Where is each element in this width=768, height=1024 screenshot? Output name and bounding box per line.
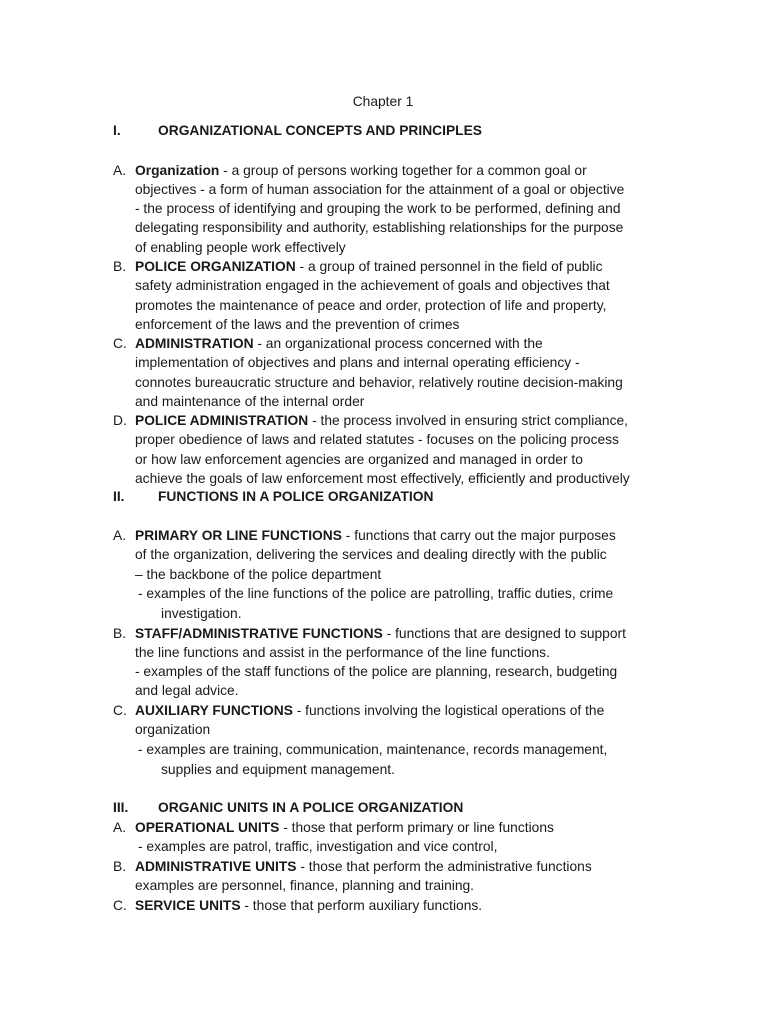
- term: Organization: [135, 163, 220, 178]
- chapter-heading: Chapter 1: [352, 94, 414, 109]
- term: AUXILIARY FUNCTIONS: [135, 703, 293, 718]
- document-page: Chapter 1 I. ORGANIZATIONAL CONCEPTS AND PRINCIPLES A. Organization - a group of persons working together for a common goal or objectives - a form of human association for the attainment of a goal or objective - the process of identifying and grouping the work to be performed, defining and delegating responsibility and authority, establishing relationships for the purpose of enabling people work effectively B. POLICE ORGANIZATION - a group of trained personnel in the field of public safety administration engaged in the achievement of goals and objectives that promotes the maintenance of peace and order, protection of life and property, enforcement of the laws and the prevention of crimes C. ADMINISTRATION - an organizational process concerned with the implementation of objectives and plans and internal operating efficiency - connotes bureaucratic structure and behavior, relatively routine decision-making and maintenance of the internal order D. POLICE ADMINISTRATION - the process involved in ensuring strict compliance, proper obedience of laws and related statutes - focuses on the policing process or how law enforcement agencies are organized and managed in order to achieve the goals of law enforcement most effectively, efficiently and productively II. FUNCTIONS IN A POLICE ORGANIZATION A. PRIMARY OR LINE FUNCTIONS - functions that carry out the major purposes of the organization, delivering the services and dealing directly with the public – the backbone of the police department - examples of the line functions of the police are patrolling, traffic duties, crime investigation. B. STAFF/ADMINISTRATIVE FUNCTIONS - functions that are designed to support the line functions and assist in the performance of the line functions. - examples of the staff functions of the police are planning, research, budgeting and legal advice. C. AUXILIARY FUNCTIONS - functions involving the logistical operations of the organization - examples are training, communication, maintenance, records management, supplies and equipment management. III. ORGANIC UNITS IN A POLICE ORGANIZATION A. OPERATIONAL UNITS - those that perform primary or line functions - examples are patrol, traffic, investigation and vice control, B. ADMINISTRATIVE UNITS - those that perform the administrative functions examples are personnel, finance, planning and training. C. SERVICE UNITS - those that perform auxiliary functions.: [0, 0, 768, 1024]
- term: OPERATIONAL UNITS: [135, 820, 280, 835]
- term: ADMINISTRATION: [135, 336, 254, 351]
- term: POLICE ADMINISTRATION: [135, 413, 309, 428]
- term: STAFF/ADMINISTRATIVE FUNCTIONS: [135, 626, 383, 641]
- term: POLICE ORGANIZATION: [135, 259, 296, 274]
- term: PRIMARY OR LINE FUNCTIONS: [135, 528, 342, 543]
- term: SERVICE UNITS: [135, 898, 241, 913]
- term: ADMINISTRATIVE UNITS: [135, 859, 297, 874]
